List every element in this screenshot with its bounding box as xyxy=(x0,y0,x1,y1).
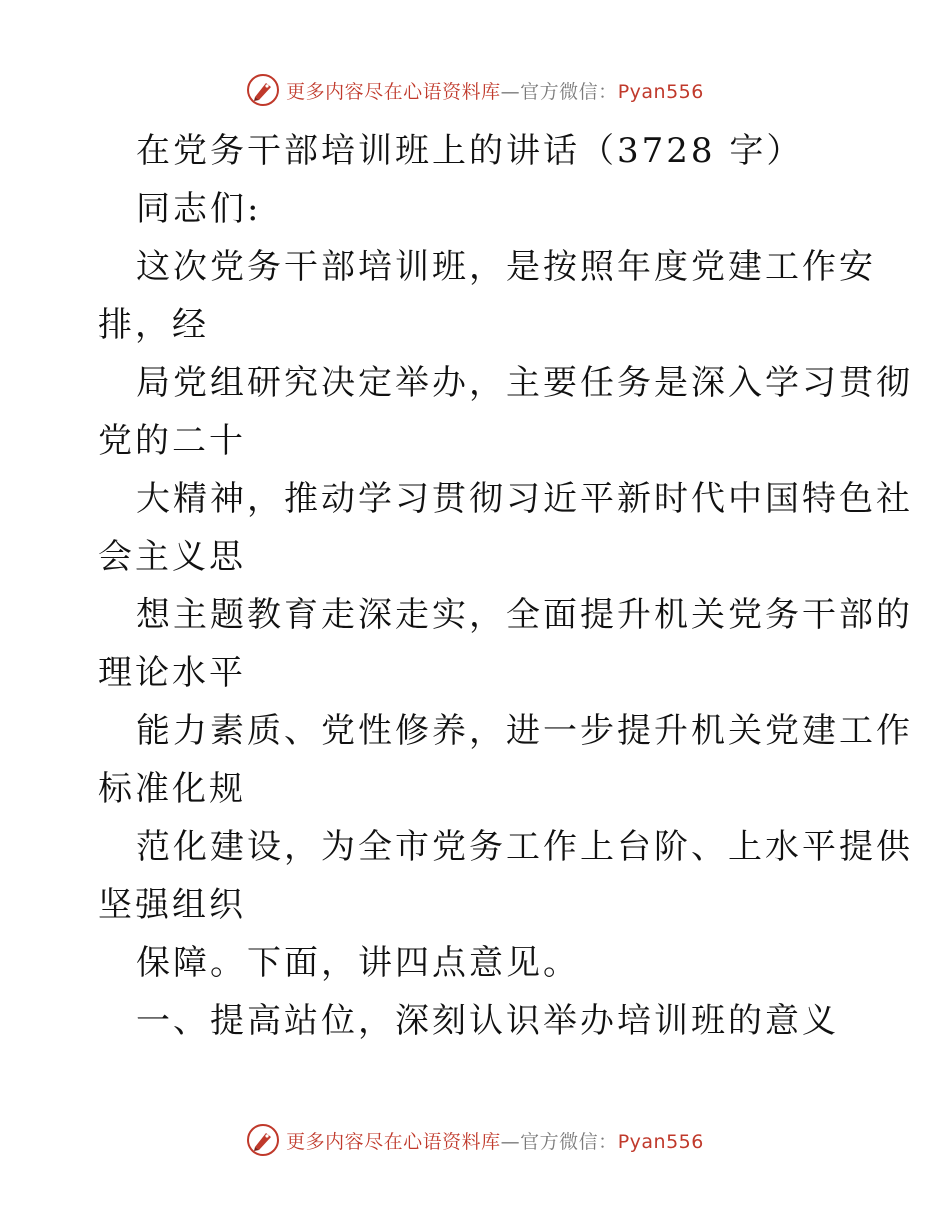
document-title: 在党务干部培训班上的讲话（3728 字） xyxy=(136,131,804,171)
paragraph-line: 排，经 xyxy=(98,305,209,345)
pen-nib-logo-icon xyxy=(246,73,280,107)
paragraph-line: 同志们: xyxy=(136,189,262,229)
paragraph-line: 想主题教育走深走实，全面提升机关党务干部的 xyxy=(136,595,913,635)
banner-separator: — xyxy=(500,1130,521,1153)
banner-main-text: 更多内容尽在心语资料库 xyxy=(286,80,501,103)
banner-contact-handle: Pyan556 xyxy=(617,80,704,103)
banner-contact-label: 官方微信： xyxy=(520,1130,618,1153)
paragraph-line: 坚强组织 xyxy=(98,885,246,925)
paragraph-line: 保障。下面，讲四点意见。 xyxy=(136,943,580,983)
paragraph-line: 标准化规 xyxy=(98,769,246,809)
document-body xyxy=(98,122,913,1050)
paragraph-line: 党的二十 xyxy=(98,421,246,461)
header-banner xyxy=(0,70,950,110)
paragraph-line: 局党组研究决定举办，主要任务是深入学习贯彻 xyxy=(136,363,913,403)
footer-banner-text xyxy=(286,1127,704,1154)
paragraph-line: 能力素质、党性修养，进一步提升机关党建工作 xyxy=(136,711,913,751)
paragraph-line: 范化建设，为全市党务工作上台阶、上水平提供 xyxy=(136,827,913,867)
banner-main-text: 更多内容尽在心语资料库 xyxy=(286,1130,501,1153)
paragraph-line: 一、提高站位，深刻认识举办培训班的意义 xyxy=(136,1001,839,1041)
paragraph-line: 理论水平 xyxy=(98,653,246,693)
paragraph-line: 这次党务干部培训班，是按照年度党建工作安 xyxy=(136,247,876,287)
banner-separator: — xyxy=(500,80,521,103)
paragraph-line: 大精神，推动学习贯彻习近平新时代中国特色社 xyxy=(136,479,913,519)
footer-banner xyxy=(0,1120,950,1160)
banner-contact-handle: Pyan556 xyxy=(617,1130,704,1153)
header-banner-text xyxy=(286,77,704,104)
banner-contact-label: 官方微信： xyxy=(520,80,618,103)
paragraph-line: 会主义思 xyxy=(98,537,246,577)
pen-nib-logo-icon xyxy=(246,1123,280,1157)
